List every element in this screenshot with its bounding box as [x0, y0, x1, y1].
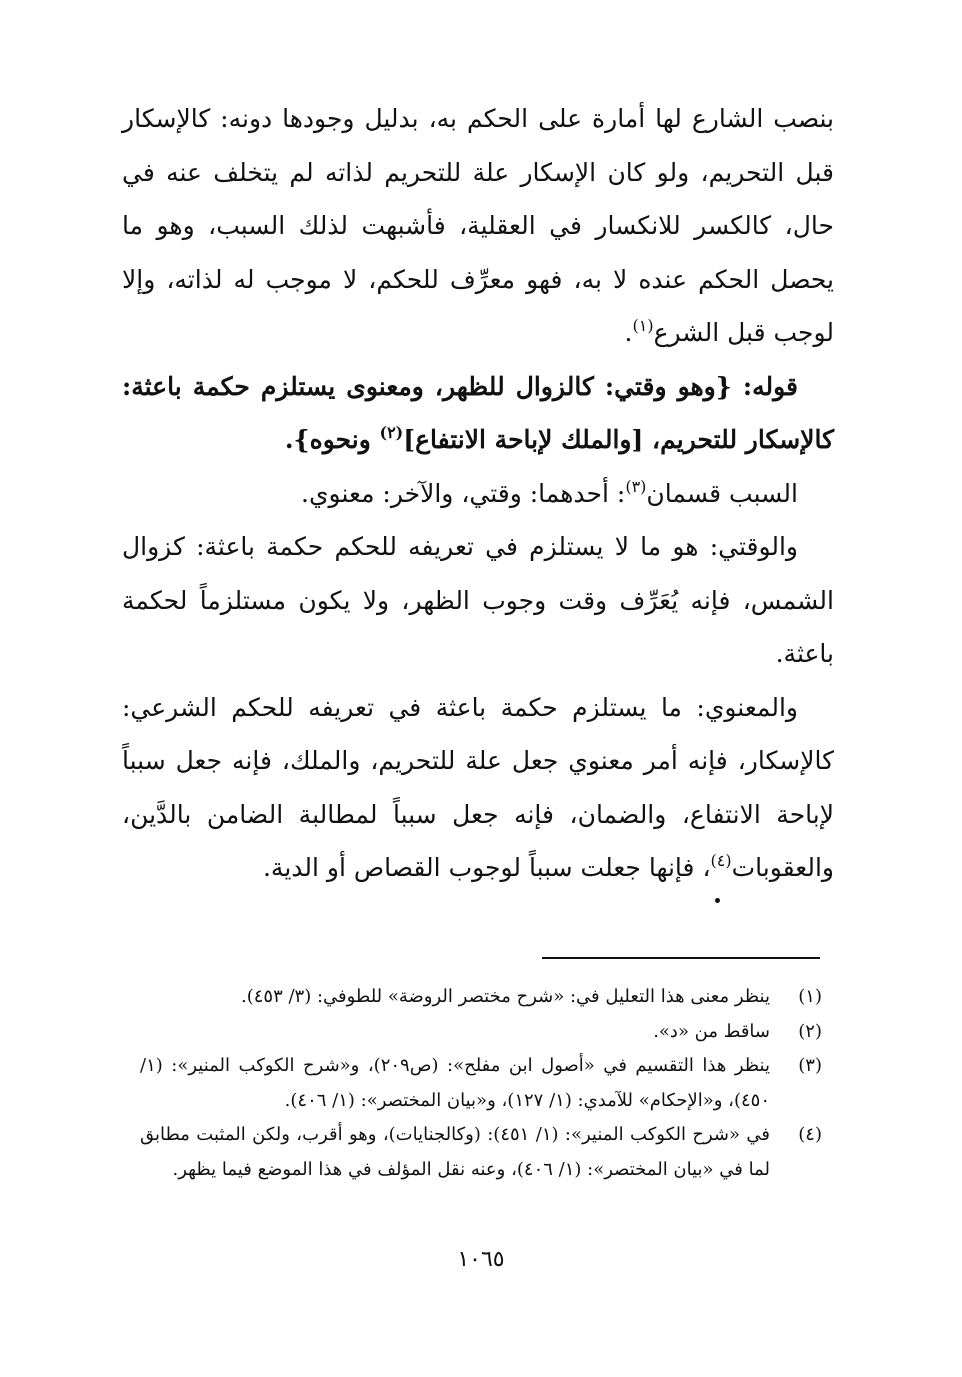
footnote-ref-3[interactable]: (٣) — [625, 476, 647, 496]
footnote-ref-1[interactable]: (١) — [632, 316, 654, 335]
paragraph-1-text: بنصب الشارع لها أمارة على الحكم به، بدليل وجودها دونه: كالإسكار قبل التحريم، ولو كان الإسكار علة للتحريم لذاته لم يتخلف عنه في حال، كالكسر للانكسار في العقلية، فأشبهت لذلك السبب، وهو ما يحصل الحكم عنده لا به، فهو معرِّف للحكم، لا موجب له لذاته، وإلا لوجب قبل الشرع — [122, 104, 834, 347]
paragraph-5-text: والمعنوي: ما يستلزم حكمة باعثة في تعريفه للحكم الشرعي: كالإسكار، فإنه أمر معنوي جعل علة للتحريم، والملك، فإنه جعل سبباً لإباحة الانتفاع، والضمان، فإنه جعل سبباً لمطالبة الضامن بالدَّين، والعقوبات — [122, 692, 834, 882]
footnotes — [140, 980, 822, 1187]
footnote-3 — [140, 1049, 822, 1118]
footnote-2 — [140, 1015, 822, 1050]
footnote-text: في «شرح الكوكب المنير»: (١/ ٤٥١): (وكالجنايات)، وهو أقرب، ولكن المثبت مطابق لما في «بيان المختصر»: (١/ ٤٠٦)، وعنه نقل المؤلف في هذا الموضع فيما يظهر. — [140, 1124, 770, 1180]
quoted-matn-end: ونحوه}. — [284, 425, 380, 454]
footnote-number: (٤) — [798, 1124, 822, 1145]
paragraph-1-end: . — [624, 318, 633, 347]
paragraph-3-text: السبب قسمان — [646, 478, 798, 508]
paragraph-5 — [122, 681, 834, 895]
footnote-text: ساقط من «د». — [653, 1020, 770, 1042]
stray-dot — [715, 898, 720, 903]
footnote-ref-4[interactable]: (٤) — [710, 851, 732, 870]
paragraph-3 — [122, 467, 834, 521]
footnote-4 — [140, 1118, 822, 1187]
page-number: ١٠٦٥ — [457, 1247, 505, 1272]
quoted-matn-text: قوله: {وهو وقتي: كالزوال للظهر، ومعنوى يستلزم حكمة باعثة: كالإسكار للتحريم، [والملك لإباحة الانتفاع] — [122, 371, 834, 454]
footnote-number: (١) — [798, 986, 822, 1007]
paragraph-3-end: : أحدهما: وقتي، والآخر: معنوي. — [301, 478, 626, 508]
quoted-matn — [122, 360, 834, 467]
footnote-1 — [140, 980, 822, 1015]
footnote-number: (٢) — [798, 1020, 822, 1042]
paragraph-5-end: ، فإنها جعلت سبباً لوجوب القصاص أو الدية. — [262, 853, 711, 882]
footnote-separator — [542, 957, 820, 959]
paragraph-4: والوقتي: هو ما لا يستلزم في تعريفه للحكم حكمة باعثة: كزوال الشمس، فإنه يُعَرِّف وقت وجوب الظهر، ولا يكون مستلزماً لحكمة باعثة. — [122, 532, 834, 668]
footnote-text: ينظر هذا التقسيم في «أصول ابن مفلح»: (ص٢٠٩)، و«شرح الكوكب المنير»: (١/ ٤٥٠)، و«الإحكام» للآمدي: (١/ ١٢٧)، و«بيان المختصر»: (١/ ٤٠٦). — [140, 1055, 771, 1111]
main-text — [122, 92, 834, 895]
footnote-ref-2[interactable]: (٢) — [379, 423, 404, 442]
paragraph-1 — [122, 92, 834, 360]
footnote-text: ينظر معنى هذا التعليل في: «شرح مختصر الروضة» للطوفي: (٣/ ٤٥٣). — [240, 986, 770, 1007]
footnote-number: (٣) — [798, 1055, 822, 1076]
